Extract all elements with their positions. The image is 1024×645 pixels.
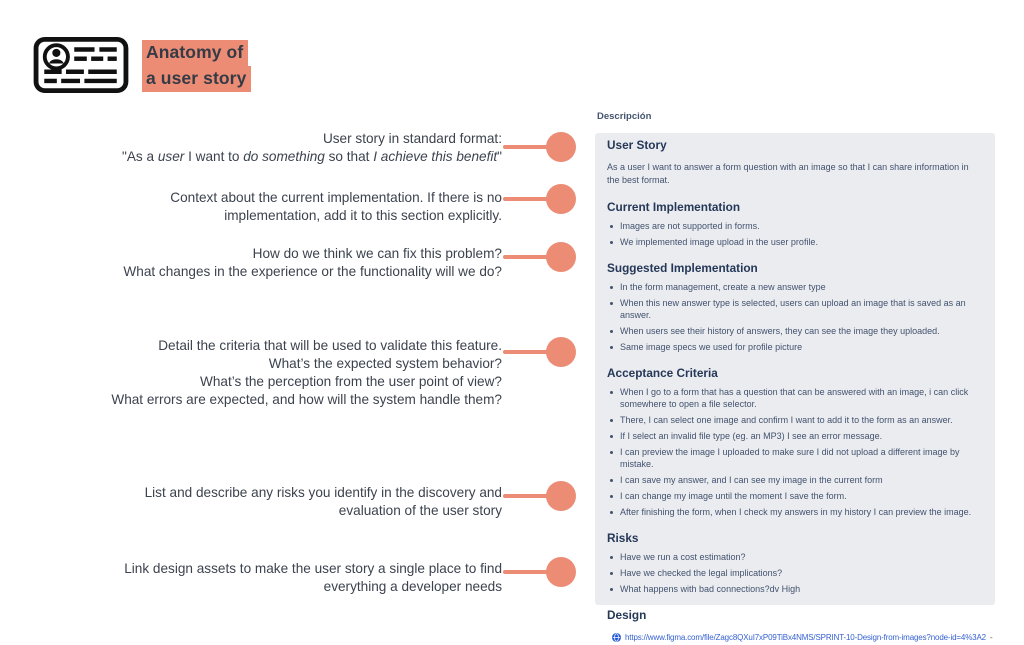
design-link-bar[interactable] [607,630,993,645]
figma-link[interactable]: https://www.figma.com/file/Zagc8QXuI7xP09TiBx4NMS/SPRINT-10-Design-from-images?node-id=4%3A2 [625,633,986,642]
section-heading: Risks [607,531,639,545]
bullet-item: I can change my image until the moment I save the form. [607,490,981,502]
section-heading: Design [607,608,647,622]
note-line: everything a developer needs [323,579,502,594]
bullet-item: When I go to a form that has a question that can be answered with an image, i can click somewhere to open a file selector. [607,386,981,410]
section-risks [607,532,981,595]
bullet-item: In the form management, create a new answer type [607,281,981,293]
bullet-item: If I select an invalid file type (eg. an MP3) I see an error message. [607,430,981,442]
bullet-item: I can preview the image I uploaded to make sure I did not upload a different image by mistake. [607,446,981,470]
connector-dot [546,132,576,162]
description-panel [595,133,995,642]
bullet-list [607,551,981,595]
bullet-item: What happens with bad connections?dv High [607,583,981,595]
note-line: What’s the perception from the user point of view? [200,374,502,389]
bullet-item: When users see their history of answers, they can see the image they uploaded. [607,325,981,337]
bullet-item: Images are not supported in forms. [607,220,981,232]
page-title-line-2: a user story [142,66,251,92]
description-field-label: Descripción [597,111,652,122]
note-line: List and describe any risks you identify in the discovery and [144,485,502,500]
bullet-list [607,386,981,518]
note-line: Context about the current implementation. If there is no [170,190,502,205]
note-line: "As a user I want to do something so that I achieve this benefit" [122,149,502,164]
note-line: What errors are expected, and how will the system handle them? [111,392,502,407]
section-heading: Suggested Implementation [607,261,758,275]
section-heading: User Story [607,138,667,152]
id-card-icon [32,36,130,94]
connector-dot [546,481,576,511]
bullet-item: After finishing the form, when I check my answers in my history I can preview the image. [607,506,981,518]
note-suggested-implementation [0,245,502,281]
section-heading: Current Implementation [607,200,741,214]
connector-dot [546,242,576,272]
bullet-item: Have we checked the legal implications? [607,567,981,579]
note-user-story-format [0,130,502,166]
note-line: Detail the criteria that will be used to validate this feature. [158,338,502,353]
bullet-item: Same image specs we used for profile picture [607,341,981,353]
note-acceptance-criteria [0,337,502,409]
section-user-story [607,139,981,187]
user-story-card-icon [32,36,130,94]
note-current-implementation [0,189,502,225]
note-line: User story in standard format: [322,131,502,146]
section-current-implementation [607,201,981,248]
note-line: What changes in the experience or the functionality will we do? [123,264,502,279]
bullet-item: When this new answer type is selected, users can upload an image that is saved as an answer. [607,297,981,321]
note-line: implementation, add it to this section explicitly. [224,208,502,223]
section-suggested-implementation [607,262,981,353]
connector-dot [546,337,576,367]
bullet-list [607,281,981,353]
link-suffix: - [989,633,993,642]
note-line: How do we think we can fix this problem? [252,246,502,261]
connector-dot [546,184,576,214]
note-risks [0,484,502,520]
connector-dot [546,557,576,587]
bullet-item: There, I can select one image and confirm I want to add it to the form as an answer. [607,414,981,426]
bullet-list [607,220,981,248]
note-line: Link design assets to make the user story a single place to find [124,561,502,576]
bullet-item: We implemented image upload in the user profile. [607,236,981,248]
section-design [607,608,993,645]
bullet-item: I can save my answer, and I can see my image in the current form [607,474,981,486]
globe-icon [612,633,621,642]
user-story-paragraph: As a user I want to answer a form question with an image so that I can share information in the best format. [607,162,969,185]
note-design [0,560,502,596]
note-line: evaluation of the user story [338,503,502,518]
section-acceptance-criteria [607,367,981,518]
bullet-item: Have we run a cost estimation? [607,551,981,563]
page-title-line-1: Anatomy of [142,40,248,66]
page-title [142,40,251,92]
section-heading: Acceptance Criteria [607,366,718,380]
note-line: What’s the expected system behavior? [268,356,502,371]
